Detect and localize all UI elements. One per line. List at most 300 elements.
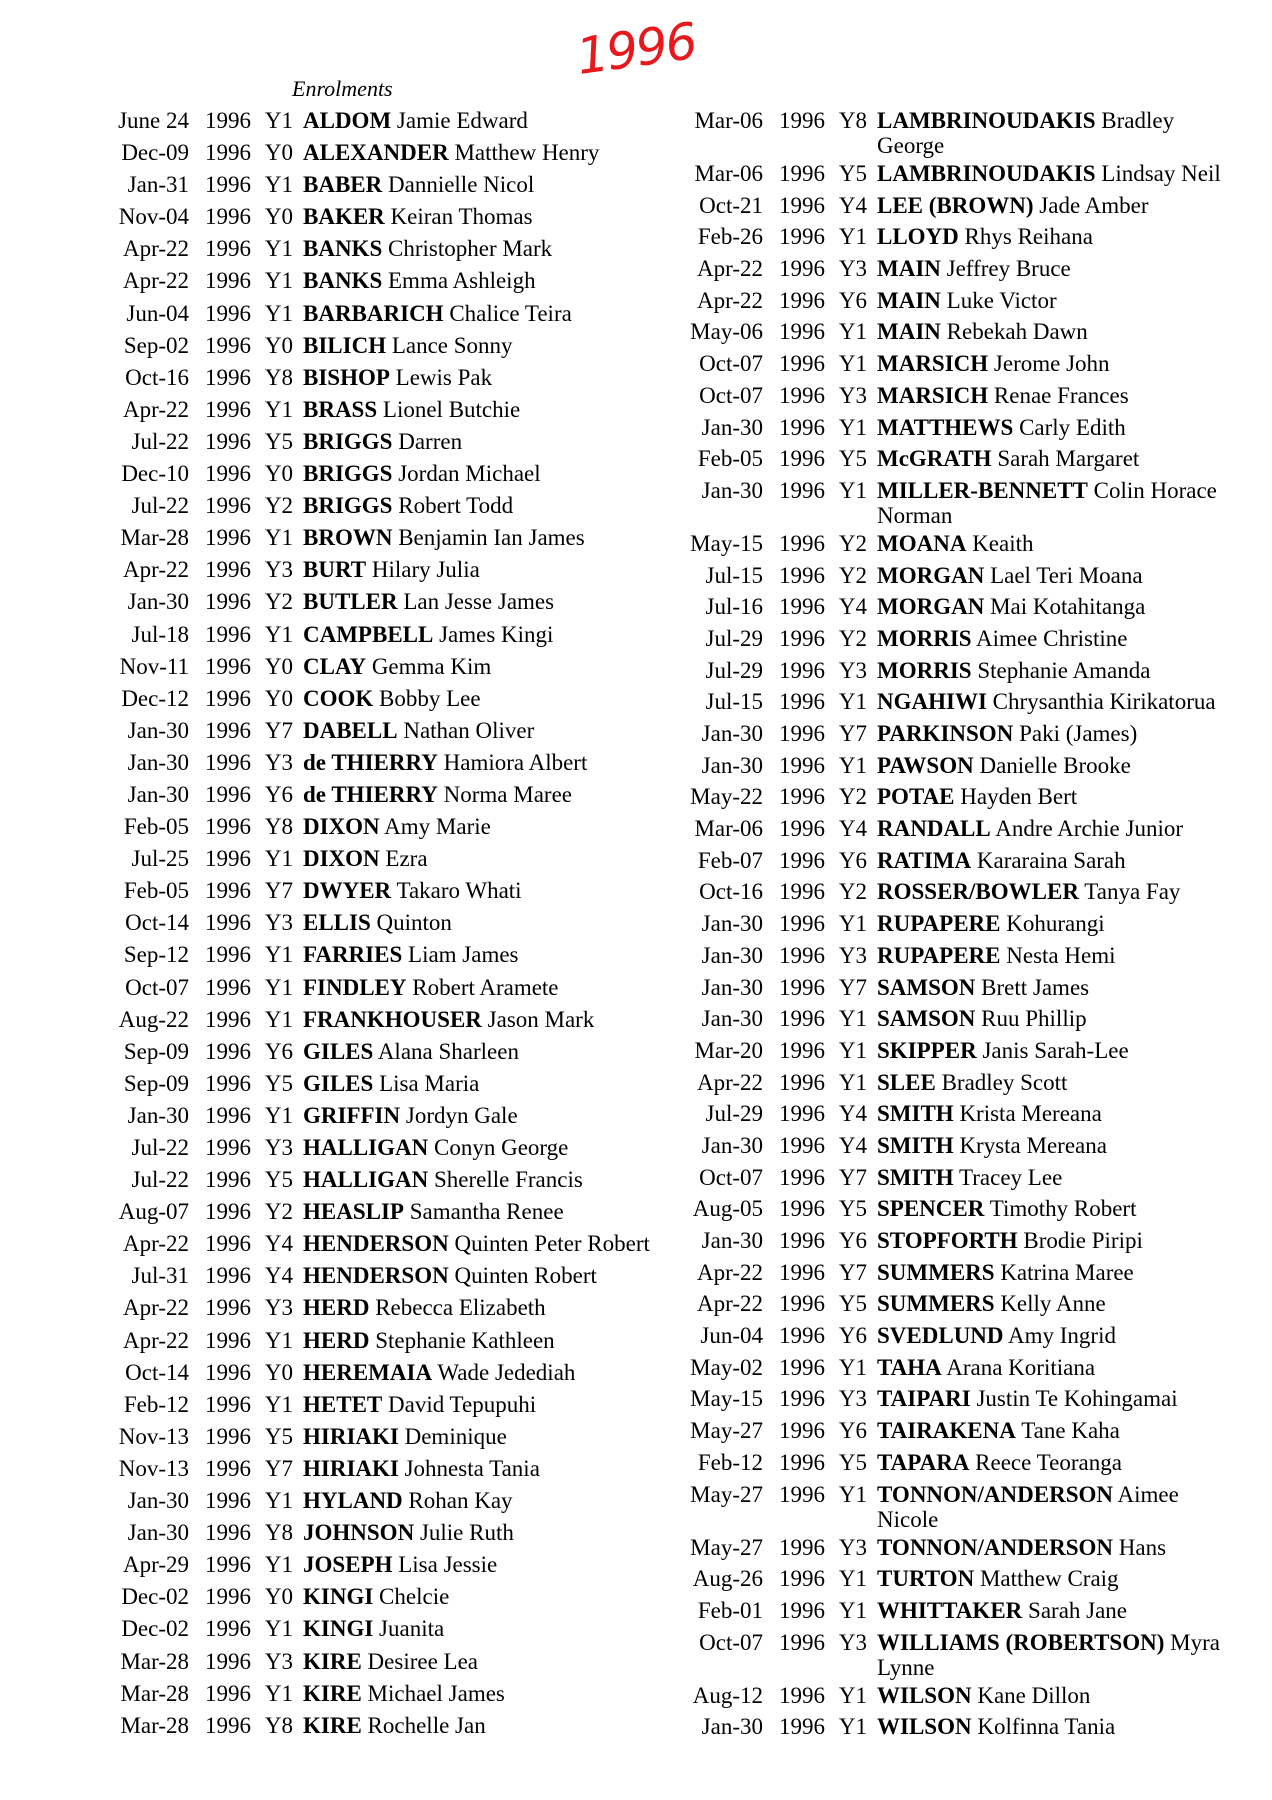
student-surname: HETET xyxy=(303,1391,383,1417)
student-given-names: Sarah Jane xyxy=(1028,1597,1128,1623)
enrolment-date: Mar-06 xyxy=(694,816,763,842)
enrolment-date: Feb-05 xyxy=(697,446,763,472)
enrolment-date: Jan-30 xyxy=(701,1006,763,1032)
student-given-names: Nesta Hemi xyxy=(1006,942,1116,968)
student-name xyxy=(867,351,1240,376)
enrolment-year: 1996 xyxy=(779,625,825,651)
student-surname: MORRIS xyxy=(877,625,972,651)
enrolment-row xyxy=(680,1418,1240,1450)
year-level: Y2 xyxy=(838,784,867,810)
student-surname: BANKS xyxy=(303,236,383,262)
student-name xyxy=(867,1133,1240,1158)
student-surname: LEE (BROWN) xyxy=(877,192,1034,218)
enrolment-date: Jan-30 xyxy=(701,1228,763,1253)
year-level: Y1 xyxy=(838,1069,867,1095)
enrolment-row xyxy=(680,1598,1240,1630)
student-surname: WILSON xyxy=(877,1682,972,1708)
student-name xyxy=(867,383,1240,408)
enrolment-row xyxy=(680,689,1240,721)
student-name xyxy=(293,686,666,711)
enrolment-year: 1996 xyxy=(779,192,825,218)
enrolment-row xyxy=(680,816,1240,848)
enrolment-date: Jan-30 xyxy=(701,477,763,503)
student-name xyxy=(867,1683,1240,1708)
student-given-names: Kelly Anne xyxy=(1000,1291,1106,1317)
year-level: Y1 xyxy=(838,752,867,778)
enrolment-date: Jul-29 xyxy=(705,657,763,683)
year-level: Y3 xyxy=(264,1648,293,1674)
student-surname: COOK xyxy=(303,685,374,711)
student-name xyxy=(293,1263,666,1288)
enrolment-year: 1996 xyxy=(779,594,825,620)
enrolment-year: 1996 xyxy=(779,477,825,503)
enrolment-row xyxy=(106,301,666,333)
enrolment-year: 1996 xyxy=(779,816,825,842)
student-name xyxy=(867,531,1240,556)
year-level: Y4 xyxy=(838,1132,867,1158)
enrolment-year: 1996 xyxy=(205,1135,251,1160)
enrolment-date: Oct-14 xyxy=(125,910,189,936)
enrolment-date: Aug-07 xyxy=(118,1199,189,1225)
year-level: Y5 xyxy=(838,1291,867,1317)
enrolment-date: Apr-22 xyxy=(123,1295,189,1321)
student-given-names: Matthew Henry xyxy=(454,140,600,166)
student-name xyxy=(293,1007,666,1032)
year-level: Y0 xyxy=(264,1359,293,1385)
year-level: Y7 xyxy=(264,717,293,743)
enrolment-year: 1996 xyxy=(779,382,825,408)
student-name xyxy=(293,204,666,229)
year-level: Y7 xyxy=(838,974,867,1000)
year-level: Y1 xyxy=(838,1597,867,1623)
year-level: Y4 xyxy=(838,594,867,620)
student-name xyxy=(867,911,1240,936)
year-level: Y6 xyxy=(838,287,867,313)
enrolment-year: 1996 xyxy=(205,1199,251,1225)
student-surname: BARBARICH xyxy=(303,300,444,326)
enrolment-date: Aug-26 xyxy=(692,1566,763,1592)
year-title: 1996 xyxy=(572,11,700,87)
student-name xyxy=(867,415,1240,440)
student-surname: ALEXANDER xyxy=(303,140,449,166)
student-given-names: Alana Sharleen xyxy=(377,1038,519,1064)
enrolment-date: Apr-22 xyxy=(123,396,189,422)
enrolment-date: May-15 xyxy=(690,530,763,556)
enrolment-year: 1996 xyxy=(205,236,251,262)
student-name xyxy=(293,654,666,679)
enrolment-row xyxy=(680,108,1240,161)
year-level: Y6 xyxy=(264,1038,293,1064)
student-name xyxy=(293,1231,666,1256)
enrolment-year: 1996 xyxy=(205,1455,251,1481)
student-name xyxy=(867,1070,1240,1095)
student-given-names: Lindsay Neil xyxy=(1101,161,1221,186)
enrolment-year: 1996 xyxy=(205,1231,251,1257)
student-given-names: Ezra xyxy=(385,846,428,872)
student-name xyxy=(293,557,666,582)
student-surname: CAMPBELL xyxy=(303,621,434,647)
enrolment-row xyxy=(680,1566,1240,1598)
enrolment-year: 1996 xyxy=(205,814,251,840)
student-given-names: Jason Mark xyxy=(487,1006,595,1032)
student-name xyxy=(293,429,666,454)
student-surname: SAMSON xyxy=(877,974,976,1000)
enrolment-year: 1996 xyxy=(779,752,825,778)
student-surname: HERD xyxy=(303,1295,370,1321)
student-name xyxy=(867,1418,1240,1443)
student-surname: SAMSON xyxy=(877,1006,976,1032)
enrolment-year: 1996 xyxy=(205,1584,251,1610)
student-surname: MATTHEWS xyxy=(877,414,1014,440)
enrolment-date: Jan-30 xyxy=(127,1520,189,1546)
student-surname: KINGI xyxy=(303,1584,374,1610)
year-level: Y0 xyxy=(264,653,293,679)
enrolment-year: 1996 xyxy=(205,1520,251,1546)
enrolment-date: Mar-28 xyxy=(120,1648,189,1674)
student-name xyxy=(867,658,1240,683)
year-level: Y1 xyxy=(838,351,867,377)
student-name xyxy=(293,1552,666,1577)
year-level: Y7 xyxy=(264,878,293,904)
student-surname: HEASLIP xyxy=(303,1199,404,1225)
student-surname: TAIPARI xyxy=(877,1386,971,1412)
enrolment-year: 1996 xyxy=(779,1418,825,1444)
student-surname: MARSICH xyxy=(877,351,989,377)
enrolment-year: 1996 xyxy=(205,1423,251,1449)
year-level: Y1 xyxy=(264,621,293,647)
enrolment-year: 1996 xyxy=(779,562,825,588)
student-name xyxy=(293,108,666,133)
student-given-names: Rohan Kay xyxy=(408,1488,513,1514)
enrolment-year: 1996 xyxy=(205,1648,251,1674)
enrolment-year: 1996 xyxy=(779,879,825,905)
enrolment-row xyxy=(680,1133,1240,1165)
student-given-names: Katrina Maree xyxy=(1000,1259,1134,1285)
enrolment-row xyxy=(680,319,1240,351)
enrolment-row xyxy=(680,1101,1240,1133)
enrolment-row xyxy=(106,365,666,397)
enrolment-date: Oct-07 xyxy=(699,1629,763,1655)
enrolment-date: June 24 xyxy=(118,108,189,133)
student-given-names: Rochelle Jan xyxy=(367,1712,486,1738)
student-name xyxy=(867,1355,1240,1380)
student-surname: HYLAND xyxy=(303,1488,403,1514)
year-level: Y5 xyxy=(838,1449,867,1475)
year-level: Y1 xyxy=(838,911,867,937)
student-name xyxy=(867,626,1240,651)
enrolment-date: Jul-31 xyxy=(131,1263,189,1289)
enrolment-date: Jul-18 xyxy=(131,621,189,647)
student-surname: FRANKHOUSER xyxy=(303,1006,482,1032)
student-surname: de THIERRY xyxy=(303,749,438,775)
enrolment-row xyxy=(106,622,666,654)
year-level: Y5 xyxy=(264,1167,293,1193)
enrolment-date: May-27 xyxy=(690,1534,763,1560)
enrolment-year: 1996 xyxy=(205,364,251,390)
student-name xyxy=(293,525,666,550)
enrolment-date: Jan-30 xyxy=(701,942,763,968)
enrolment-date: Sep-02 xyxy=(123,332,189,358)
enrolment-date: Nov-13 xyxy=(118,1455,189,1481)
enrolment-row xyxy=(680,446,1240,478)
enrolment-row xyxy=(680,351,1240,383)
student-given-names: Ruu Phillip xyxy=(981,1006,1087,1032)
enrolment-row xyxy=(680,1323,1240,1355)
enrolment-date: Feb-12 xyxy=(697,1449,763,1475)
enrolment-year: 1996 xyxy=(779,1132,825,1158)
enrolment-row xyxy=(106,1520,666,1552)
enrolment-date: Jul-15 xyxy=(705,689,763,715)
student-surname: POTAE xyxy=(877,784,955,810)
enrolment-date: Mar-28 xyxy=(120,525,189,551)
student-surname: HEREMAIA xyxy=(303,1359,433,1385)
year-level: Y1 xyxy=(264,1680,293,1706)
enrolment-year: 1996 xyxy=(779,319,825,345)
student-name xyxy=(293,718,666,743)
enrolment-date: Jul-22 xyxy=(131,1167,189,1193)
student-name xyxy=(293,1584,666,1609)
student-surname: JOHNSON xyxy=(303,1520,415,1546)
enrolment-row xyxy=(680,478,1240,531)
enrolment-date: Oct-07 xyxy=(699,1164,763,1190)
student-given-names: Benjamin Ian James xyxy=(398,525,585,551)
student-given-names: Stephanie Kathleen xyxy=(375,1327,555,1353)
student-name xyxy=(293,814,666,839)
enrolment-row xyxy=(680,288,1240,320)
student-surname: ELLIS xyxy=(303,910,371,936)
student-given-names: Hilary Julia xyxy=(371,557,480,583)
enrolment-date: Jul-16 xyxy=(705,594,763,620)
student-given-names: Rebecca Elizabeth xyxy=(375,1295,546,1321)
student-name xyxy=(867,1260,1240,1285)
year-level: Y1 xyxy=(838,1566,867,1592)
year-level: Y1 xyxy=(264,1327,293,1353)
enrolment-date: Jan-30 xyxy=(701,1132,763,1158)
student-name xyxy=(867,1535,1240,1560)
year-level: Y6 xyxy=(838,847,867,873)
student-given-names: Keiran Thomas xyxy=(390,204,533,230)
enrolment-row xyxy=(680,1070,1240,1102)
enrolment-date: Aug-22 xyxy=(118,1006,189,1032)
year-level: Y5 xyxy=(838,1196,867,1222)
student-surname: HALLIGAN xyxy=(303,1167,429,1193)
student-given-names: Brodie Piripi xyxy=(1023,1228,1143,1253)
student-given-names: Christopher Mark xyxy=(388,236,553,262)
student-given-names: Jeffrey Bruce xyxy=(946,256,1071,282)
year-level: Y1 xyxy=(838,414,867,440)
enrolment-date: Jan-30 xyxy=(701,1714,763,1740)
enrolment-row xyxy=(680,1228,1240,1260)
student-surname: CLAY xyxy=(303,653,367,679)
enrolment-date: Mar-06 xyxy=(694,108,763,133)
year-level: Y0 xyxy=(264,461,293,487)
enrolment-date: May-27 xyxy=(690,1418,763,1444)
enrolment-date: Sep-09 xyxy=(123,1070,189,1096)
enrolment-year: 1996 xyxy=(205,749,251,775)
enrolment-year: 1996 xyxy=(205,108,251,133)
student-name xyxy=(867,478,1240,528)
enrolment-date: Aug-12 xyxy=(692,1682,763,1708)
year-level: Y5 xyxy=(838,161,867,186)
enrolment-row xyxy=(680,626,1240,658)
student-given-names: Justin Te Kohingamai xyxy=(976,1386,1178,1412)
year-level: Y0 xyxy=(264,332,293,358)
enrolment-row xyxy=(106,1295,666,1327)
year-level: Y8 xyxy=(838,108,867,133)
student-given-names: Lionel Butchie xyxy=(382,396,521,422)
enrolment-date: Apr-22 xyxy=(697,287,763,313)
student-surname: RATIMA xyxy=(877,847,972,873)
student-given-names: Nathan Oliver xyxy=(403,717,535,743)
year-level: Y1 xyxy=(838,224,867,250)
enrolment-date: Jan-31 xyxy=(127,172,189,198)
enrolment-date: Jul-22 xyxy=(131,428,189,454)
student-name xyxy=(867,1038,1240,1063)
student-given-names: Brett James xyxy=(981,974,1090,1000)
student-given-names: Bradley Scott xyxy=(941,1069,1068,1095)
enrolment-year: 1996 xyxy=(205,461,251,487)
enrolment-date: Aug-05 xyxy=(692,1196,763,1222)
enrolment-year: 1996 xyxy=(779,530,825,556)
year-level: Y3 xyxy=(264,910,293,936)
enrolment-year: 1996 xyxy=(779,1069,825,1095)
student-surname: BROWN xyxy=(303,525,393,551)
enrolment-row xyxy=(106,108,666,140)
student-name xyxy=(867,1006,1240,1031)
student-given-names: Darren xyxy=(398,428,463,454)
year-level: Y4 xyxy=(838,816,867,842)
year-level: Y0 xyxy=(264,140,293,166)
student-surname: PARKINSON xyxy=(877,721,1014,746)
student-given-names: Gemma Kim xyxy=(371,653,492,679)
enrolment-year: 1996 xyxy=(205,942,251,968)
enrolment-year: 1996 xyxy=(205,974,251,1000)
student-given-names: Kolfinna Tania xyxy=(977,1714,1116,1740)
student-surname: BANKS xyxy=(303,268,383,294)
student-surname: KIRE xyxy=(303,1680,362,1706)
year-level: Y1 xyxy=(838,1037,867,1063)
enrolment-row xyxy=(106,1360,666,1392)
student-name xyxy=(867,161,1240,186)
enrolment-row xyxy=(680,1291,1240,1323)
enrolment-row xyxy=(106,461,666,493)
enrolment-year: 1996 xyxy=(779,1449,825,1475)
student-given-names: Conyn George xyxy=(434,1135,569,1160)
student-name xyxy=(293,1167,666,1192)
enrolment-date: Jul-25 xyxy=(131,846,189,872)
student-given-names: Krysta Mereana xyxy=(959,1132,1107,1158)
student-surname: BURT xyxy=(303,557,367,583)
student-given-names: Luke Victor xyxy=(946,287,1057,313)
student-given-names: Michael James xyxy=(367,1680,505,1706)
enrolment-date: Jul-22 xyxy=(131,493,189,519)
year-level: Y1 xyxy=(264,236,293,262)
student-name xyxy=(867,108,1240,158)
student-given-names: Amy Ingrid xyxy=(1008,1323,1116,1349)
student-given-names: Andre Archie Junior xyxy=(995,816,1184,842)
enrolment-row xyxy=(680,721,1240,753)
student-name xyxy=(867,1228,1240,1253)
year-level: Y8 xyxy=(264,814,293,840)
student-given-names: Takaro Whati xyxy=(396,878,522,904)
student-surname: BRIGGS xyxy=(303,428,393,454)
student-given-names: Paki (James) xyxy=(1019,721,1138,746)
student-surname: ROSSER/BOWLER xyxy=(877,879,1079,905)
enrolment-year: 1996 xyxy=(205,172,251,198)
enrolment-row xyxy=(106,1649,666,1681)
enrolment-row xyxy=(680,784,1240,816)
enrolment-year: 1996 xyxy=(205,300,251,326)
enrolment-year: 1996 xyxy=(205,140,251,166)
student-surname: TAHA xyxy=(877,1354,942,1380)
enrolment-row xyxy=(106,814,666,846)
student-surname: DIXON xyxy=(303,814,380,840)
student-given-names: Keaith xyxy=(972,530,1034,556)
enrolment-year: 1996 xyxy=(779,784,825,810)
enrolment-row xyxy=(680,1535,1240,1567)
student-surname: PAWSON xyxy=(877,752,974,778)
year-level: Y8 xyxy=(264,364,293,390)
student-surname: GILES xyxy=(303,1070,374,1096)
enrolment-year: 1996 xyxy=(205,396,251,422)
enrolment-year: 1996 xyxy=(779,1037,825,1063)
enrolment-date: Sep-09 xyxy=(123,1038,189,1064)
enrolment-year: 1996 xyxy=(779,1629,825,1655)
year-level: Y3 xyxy=(838,942,867,968)
year-level: Y1 xyxy=(838,319,867,345)
year-level: Y2 xyxy=(264,493,293,519)
enrolment-year: 1996 xyxy=(779,1259,825,1285)
enrolment-year: 1996 xyxy=(205,268,251,294)
enrolment-date: Apr-22 xyxy=(123,1231,189,1257)
student-name xyxy=(867,848,1240,873)
student-name xyxy=(867,784,1240,809)
student-name xyxy=(867,753,1240,778)
enrolment-year: 1996 xyxy=(779,414,825,440)
student-name xyxy=(293,1488,666,1513)
enrolment-year: 1996 xyxy=(205,589,251,615)
student-given-names: Desiree Lea xyxy=(367,1648,478,1674)
student-surname: MORGAN xyxy=(877,594,985,620)
enrolment-row xyxy=(680,1386,1240,1418)
year-level: Y1 xyxy=(264,1488,293,1514)
year-level: Y4 xyxy=(838,1101,867,1127)
year-level: Y1 xyxy=(264,1102,293,1128)
student-surname: STOPFORTH xyxy=(877,1228,1018,1253)
student-surname: de THIERRY xyxy=(303,781,438,807)
enrolment-date: Jan-30 xyxy=(127,749,189,775)
student-given-names: Hamiora Albert xyxy=(443,749,588,775)
enrolment-date: Jan-30 xyxy=(127,717,189,743)
student-given-names: Lewis Pak xyxy=(395,364,493,390)
student-name xyxy=(293,942,666,967)
student-given-names: Tracey Lee xyxy=(959,1164,1063,1190)
student-given-names: Lisa Jessie xyxy=(398,1552,498,1578)
enrolment-row xyxy=(106,557,666,589)
student-name xyxy=(293,1103,666,1128)
student-name xyxy=(293,782,666,807)
enrolment-row xyxy=(106,1007,666,1039)
student-name xyxy=(867,1196,1240,1221)
enrolment-row xyxy=(680,1355,1240,1387)
enrolment-row xyxy=(106,878,666,910)
enrolment-year: 1996 xyxy=(205,525,251,551)
student-name xyxy=(867,1323,1240,1348)
enrolment-row xyxy=(106,1103,666,1135)
year-level: Y1 xyxy=(264,1391,293,1417)
student-name xyxy=(867,689,1240,714)
enrolment-year: 1996 xyxy=(205,1070,251,1096)
